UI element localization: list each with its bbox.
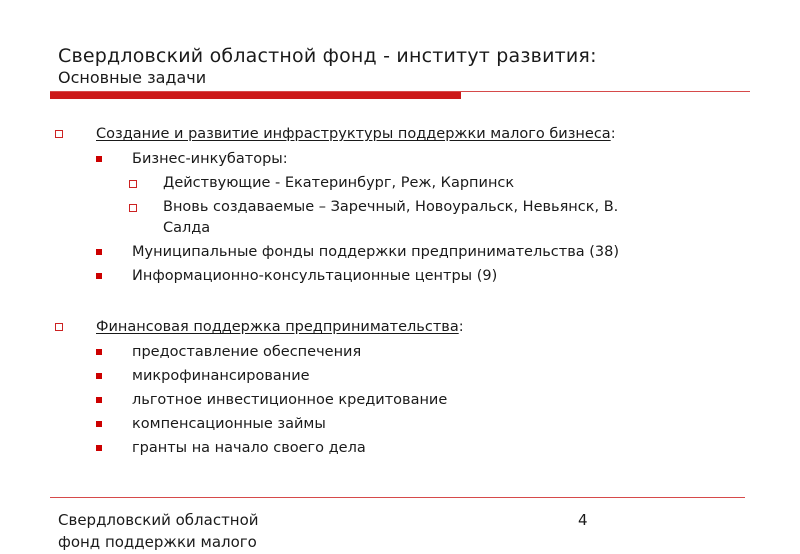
section-heading-text: Финансовая поддержка предпринимательства bbox=[96, 319, 459, 335]
page-number: 4 bbox=[578, 511, 588, 529]
section-heading-text: Создание и развитие инфраструктуры поддержки малого бизнеса bbox=[96, 126, 611, 142]
list-item: Муниципальные фонды поддержки предпринимательства (38) bbox=[132, 244, 620, 260]
list-item: предоставление обеспечения bbox=[132, 344, 362, 360]
sub-list-item-continuation: Салда bbox=[163, 220, 211, 236]
slide-title: Свердловский областной фонд - институт развития: bbox=[58, 45, 597, 67]
square-bullet-icon bbox=[96, 373, 102, 379]
square-bullet-icon bbox=[96, 397, 102, 403]
list-item: Информационно-консультационные центры (9) bbox=[132, 268, 498, 284]
square-bullet-icon bbox=[96, 421, 102, 427]
list-item: компенсационные займы bbox=[132, 416, 326, 432]
footer-organization-line2: фонд поддержки малого bbox=[58, 533, 257, 551]
title-accent-bar bbox=[50, 92, 461, 99]
section-heading bbox=[96, 124, 616, 144]
square-bullet-icon bbox=[96, 249, 102, 255]
sub-list-item: Действующие - Екатеринбург, Реж, Карпинск bbox=[163, 175, 515, 191]
square-bullet-icon bbox=[96, 273, 102, 279]
list-item: льготное инвестиционное кредитование bbox=[132, 392, 448, 408]
square-bullet-icon bbox=[96, 445, 102, 451]
footer-organization-line1: Свердловский областной bbox=[58, 511, 259, 529]
sub-list-item: Вновь создаваемые – Заречный, Новоуральск, Невьянск, В. bbox=[163, 199, 619, 215]
square-bullet-icon bbox=[96, 349, 102, 355]
footer-divider-line bbox=[50, 497, 745, 498]
section-heading-suffix: : bbox=[610, 126, 616, 142]
slide-subtitle: Основные задачи bbox=[58, 68, 207, 87]
hollow-square-bullet-icon bbox=[129, 204, 137, 212]
square-bullet-icon bbox=[96, 156, 102, 162]
list-item: микрофинансирование bbox=[132, 368, 310, 384]
section-heading-suffix: : bbox=[458, 319, 464, 335]
section-heading bbox=[96, 317, 464, 337]
hollow-square-bullet-icon bbox=[55, 323, 63, 331]
list-item: Бизнес-инкубаторы: bbox=[132, 151, 288, 167]
hollow-square-bullet-icon bbox=[55, 130, 63, 138]
list-item: гранты на начало своего дела bbox=[132, 440, 366, 456]
hollow-square-bullet-icon bbox=[129, 180, 137, 188]
